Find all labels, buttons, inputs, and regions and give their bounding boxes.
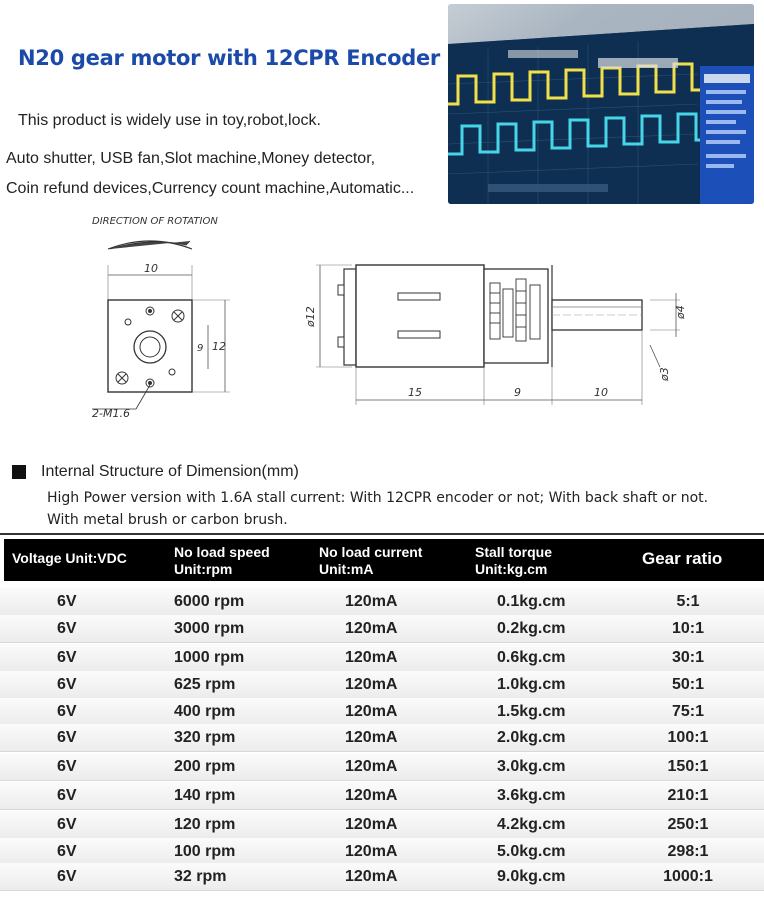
cell-torque: 0.6kg.cm — [497, 649, 566, 666]
cell-torque: 1.0kg.cm — [497, 676, 566, 693]
cell-voltage: 6V — [57, 868, 77, 885]
section-heading-text: Internal Structure of Dimension(mm) — [41, 463, 299, 480]
front-height-dim: 12 — [212, 340, 226, 353]
cell-ratio: 30:1 — [671, 649, 705, 666]
cell-current: 120mA — [345, 649, 398, 666]
table-row — [0, 724, 764, 752]
cell-ratio: 1000:1 — [663, 868, 713, 885]
table-row — [0, 838, 764, 866]
applications-line-1: Auto shutter, USB fan,Slot machine,Money detector, — [6, 150, 376, 167]
dimension-drawing — [0, 205, 764, 435]
cell-current: 120mA — [345, 843, 398, 860]
cell-torque: 2.0kg.cm — [497, 729, 566, 746]
gear-length-dim: 9 — [514, 386, 521, 399]
cell-torque: 4.2kg.cm — [497, 816, 566, 833]
table-row — [0, 782, 764, 810]
shaft-diameter-dim: ø4 — [674, 305, 687, 319]
flat-dim: ø3 — [658, 367, 671, 381]
cell-speed: 1000 rpm — [174, 649, 245, 666]
cell-ratio: 100:1 — [667, 729, 709, 746]
cell-ratio: 298:1 — [667, 843, 709, 860]
cell-ratio: 50:1 — [671, 676, 705, 693]
cell-torque: 3.0kg.cm — [497, 758, 566, 775]
cell-speed: 120 rpm — [174, 816, 236, 833]
cell-voltage: 6V — [57, 620, 77, 637]
table-row — [0, 698, 764, 726]
cell-voltage: 6V — [57, 787, 77, 804]
cell-ratio: 210:1 — [667, 787, 709, 804]
table-row — [0, 863, 764, 891]
cell-torque: 1.5kg.cm — [497, 703, 566, 720]
cell-voltage: 6V — [57, 843, 77, 860]
table-row — [0, 811, 764, 839]
direction-label: DIRECTION OF ROTATION — [92, 216, 218, 227]
square-bullet-icon — [12, 465, 26, 479]
header-current: No load current Unit:mA — [319, 544, 423, 577]
section-heading — [12, 461, 299, 483]
table-row — [0, 588, 764, 616]
header-ratio: Gear ratio — [642, 549, 723, 568]
cell-torque: 0.1kg.cm — [497, 593, 566, 610]
cell-current: 120mA — [345, 593, 398, 610]
cell-speed: 100 rpm — [174, 843, 236, 860]
cell-voltage: 6V — [57, 676, 77, 693]
note-line-1: High Power version with 1.6A stall current: With 12CPR encoder or not; With back shaft or not. — [47, 490, 709, 506]
cell-voltage: 6V — [57, 593, 77, 610]
cell-torque: 5.0kg.cm — [497, 843, 566, 860]
cell-speed: 320 rpm — [174, 729, 236, 746]
cell-speed: 625 rpm — [174, 676, 236, 693]
divider — [0, 533, 764, 535]
cell-ratio: 250:1 — [667, 816, 709, 833]
cell-current: 120mA — [345, 758, 398, 775]
cell-current: 120mA — [345, 703, 398, 720]
cell-voltage: 6V — [57, 758, 77, 775]
cell-torque: 3.6kg.cm — [497, 787, 566, 804]
cell-ratio: 75:1 — [671, 703, 705, 720]
cell-speed: 6000 rpm — [174, 593, 245, 610]
cell-ratio: 10:1 — [671, 620, 705, 637]
cell-ratio: 150:1 — [667, 758, 709, 775]
cell-speed: 400 rpm — [174, 703, 236, 720]
cell-current: 120mA — [345, 729, 398, 746]
shaft-length-dim: 10 — [594, 386, 608, 399]
screw-label: 2-M1.6 — [92, 407, 130, 420]
cell-speed: 32 rpm — [174, 868, 227, 885]
table-row — [0, 644, 764, 672]
table-row — [0, 615, 764, 643]
table-row — [0, 753, 764, 781]
front-inner-dim: 9 — [197, 343, 204, 354]
cell-torque: 9.0kg.cm — [497, 868, 566, 885]
cell-voltage: 6V — [57, 816, 77, 833]
cell-voltage: 6V — [57, 703, 77, 720]
cell-voltage: 6V — [57, 729, 77, 746]
cell-current: 120mA — [345, 816, 398, 833]
table-row — [0, 671, 764, 699]
spec-table-header — [4, 539, 764, 581]
header-torque: Stall torque Unit:kg.cm — [475, 544, 553, 577]
cell-torque: 0.2kg.cm — [497, 620, 566, 637]
header-speed: No load speed Unit:rpm — [174, 544, 270, 577]
cell-speed: 200 rpm — [174, 758, 236, 775]
note-line-2: With metal brush or carbon brush. — [47, 512, 288, 528]
cell-current: 120mA — [345, 620, 398, 637]
page-title: N20 gear motor with 12CPR Encoder — [18, 46, 440, 70]
cell-speed: 3000 rpm — [174, 620, 245, 637]
cell-current: 120mA — [345, 868, 398, 885]
cell-speed: 140 rpm — [174, 787, 236, 804]
front-width-dim: 10 — [144, 262, 158, 275]
body-length-dim: 15 — [408, 386, 422, 399]
header-voltage: Voltage Unit:VDC — [12, 550, 127, 566]
product-intro: This product is widely use in toy,robot,lock. — [18, 112, 321, 129]
cell-current: 120mA — [345, 787, 398, 804]
body-diameter-dim: ø12 — [304, 306, 317, 327]
cell-voltage: 6V — [57, 649, 77, 666]
cell-current: 120mA — [345, 676, 398, 693]
cell-ratio: 5:1 — [676, 593, 700, 610]
oscilloscope-photo — [448, 4, 754, 204]
applications-line-2: Coin refund devices,Currency count machine,Automatic... — [6, 180, 415, 197]
